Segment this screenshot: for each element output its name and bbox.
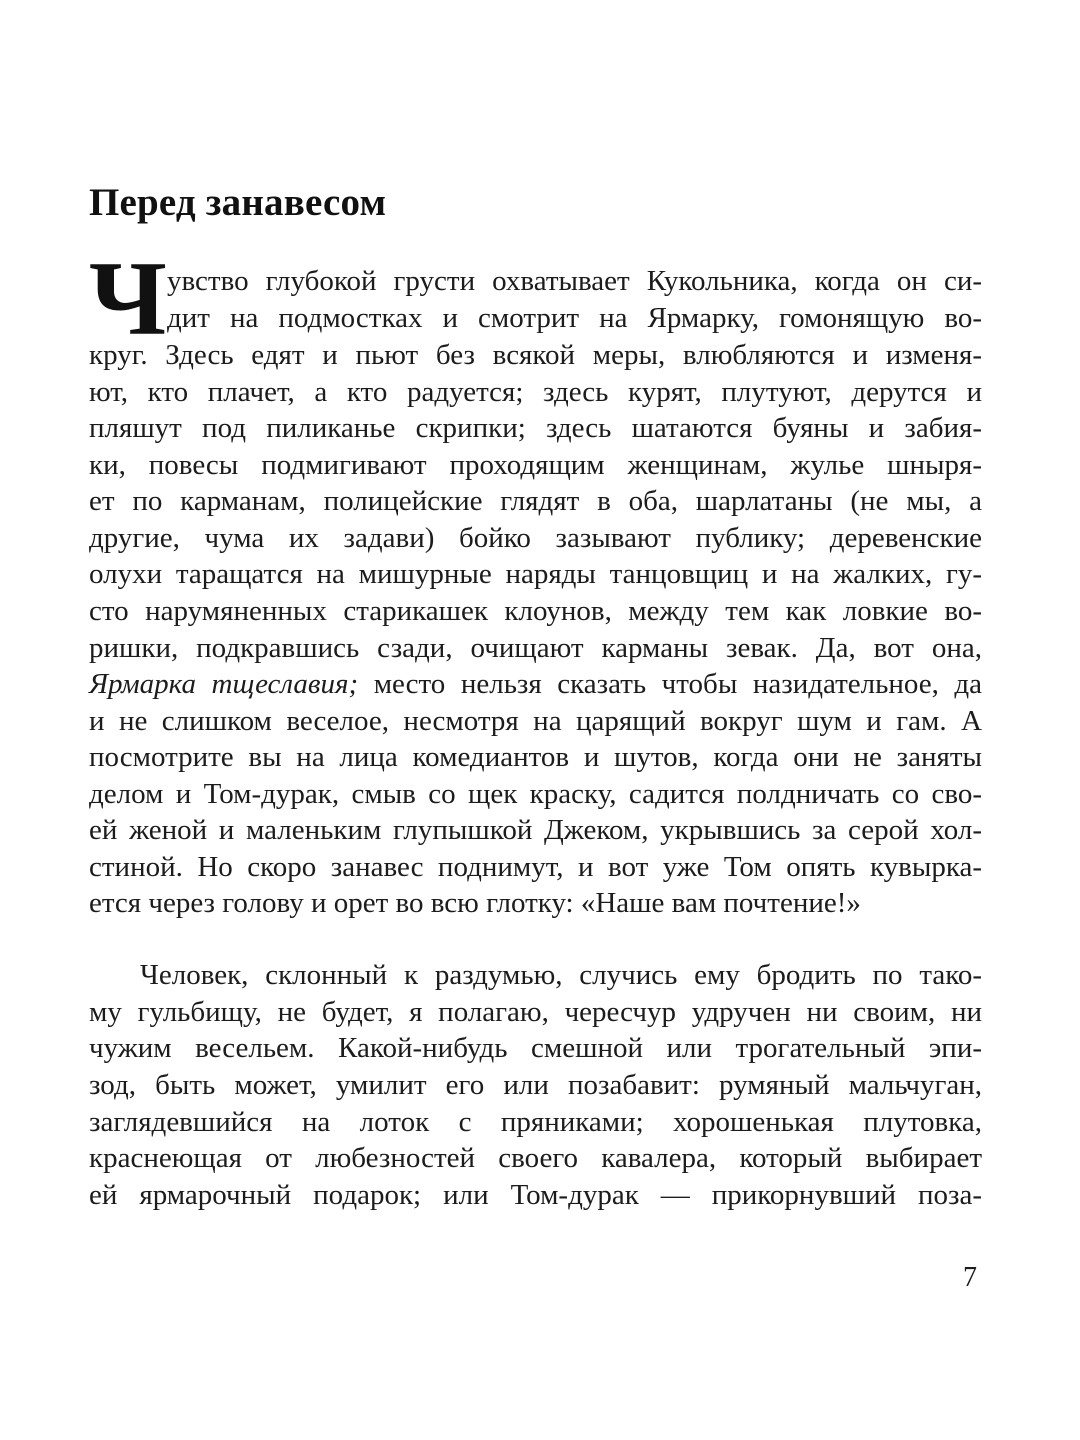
paragraph-line: другие, чума их задави) бойко зазывают публику; деревенские [89, 522, 982, 554]
paragraph-line: Человек, склонный к раздумью, случись ему бродить по тако- [140, 959, 982, 991]
paragraph-line: посмотрите вы на лица комедиантов и шутов, когда они не заняты [89, 741, 982, 773]
page-number: 7 [963, 1262, 977, 1293]
paragraph-line: делом и Том-дурак, смыв со щек краску, садится полдничать со сво- [89, 778, 982, 810]
paragraph-line: круг. Здесь едят и пьют без всякой меры, влюбляются и изменя- [89, 339, 982, 371]
paragraph-line: ется через голову и орет во всю глотку: «Наше вам почтение!» [89, 887, 861, 919]
paragraph-line: дит на подмостках и смотрит на Ярмарку, гомонящую во- [167, 302, 982, 334]
paragraph-line: ей ярмарочный подарок; или Том-дурак — прикорнувший поза- [89, 1179, 982, 1211]
paragraph-line: краснеющая от любезностей своего кавалера, который выбирает [89, 1142, 982, 1174]
paragraph-line: ют, кто плачет, а кто радуется; здесь курят, плутуют, дерутся и [89, 376, 982, 408]
paragraph-line [89, 666, 982, 703]
paragraph-line: ет по карманам, полицейские глядят в оба, шарлатаны (не мы, а [89, 485, 982, 517]
paragraph-line: пляшут под пиликанье скрипки; здесь шатаются буяны и забия- [89, 412, 982, 444]
drop-cap: Ч [89, 240, 167, 357]
paragraph-line: му гульбищу, не будет, я полагаю, чересчур удручен ни своим, ни [89, 996, 982, 1028]
italic-phrase: Ярмарка тщеславия; [89, 668, 359, 700]
paragraph-line: стиной. Но скоро занавес поднимут, и вот уже Том опять кувырка- [89, 851, 982, 883]
line-text: место нельзя сказать чтобы назидательное, да [358, 668, 982, 700]
paragraph-line: заглядевшийся на лоток с пряниками; хорошенькая плутовка, [89, 1106, 982, 1138]
paragraph-line: зод, быть может, умилит его или позабавит: румяный мальчуган, [89, 1069, 982, 1101]
paragraph-line: ей женой и маленьким глупышкой Джеком, укрывшись за серой хол- [89, 814, 982, 846]
paragraph-line: ки, повесы подмигивают проходящим женщинам, жулье шныря- [89, 449, 982, 481]
paragraph-line: увство глубокой грусти охватывает Кукольника, когда он си- [167, 265, 982, 297]
paragraph-line: ришки, подкравшись сзади, очищают карманы зевак. Да, вот она, [89, 632, 982, 664]
chapter-title: Перед занавесом [89, 181, 387, 224]
paragraph-line: олухи таращатся на мишурные наряды танцовщиц и на жалких, гу- [89, 558, 982, 590]
paragraph-line: сто нарумяненных старикашек клоунов, между тем как ловкие во- [89, 595, 982, 627]
paragraph-line: и не слишком веселое, несмотря на царящий вокруг шум и гам. А [89, 705, 982, 737]
paragraph-line: чужим весельем. Какой-нибудь смешной или трогательный эпи- [89, 1032, 982, 1064]
